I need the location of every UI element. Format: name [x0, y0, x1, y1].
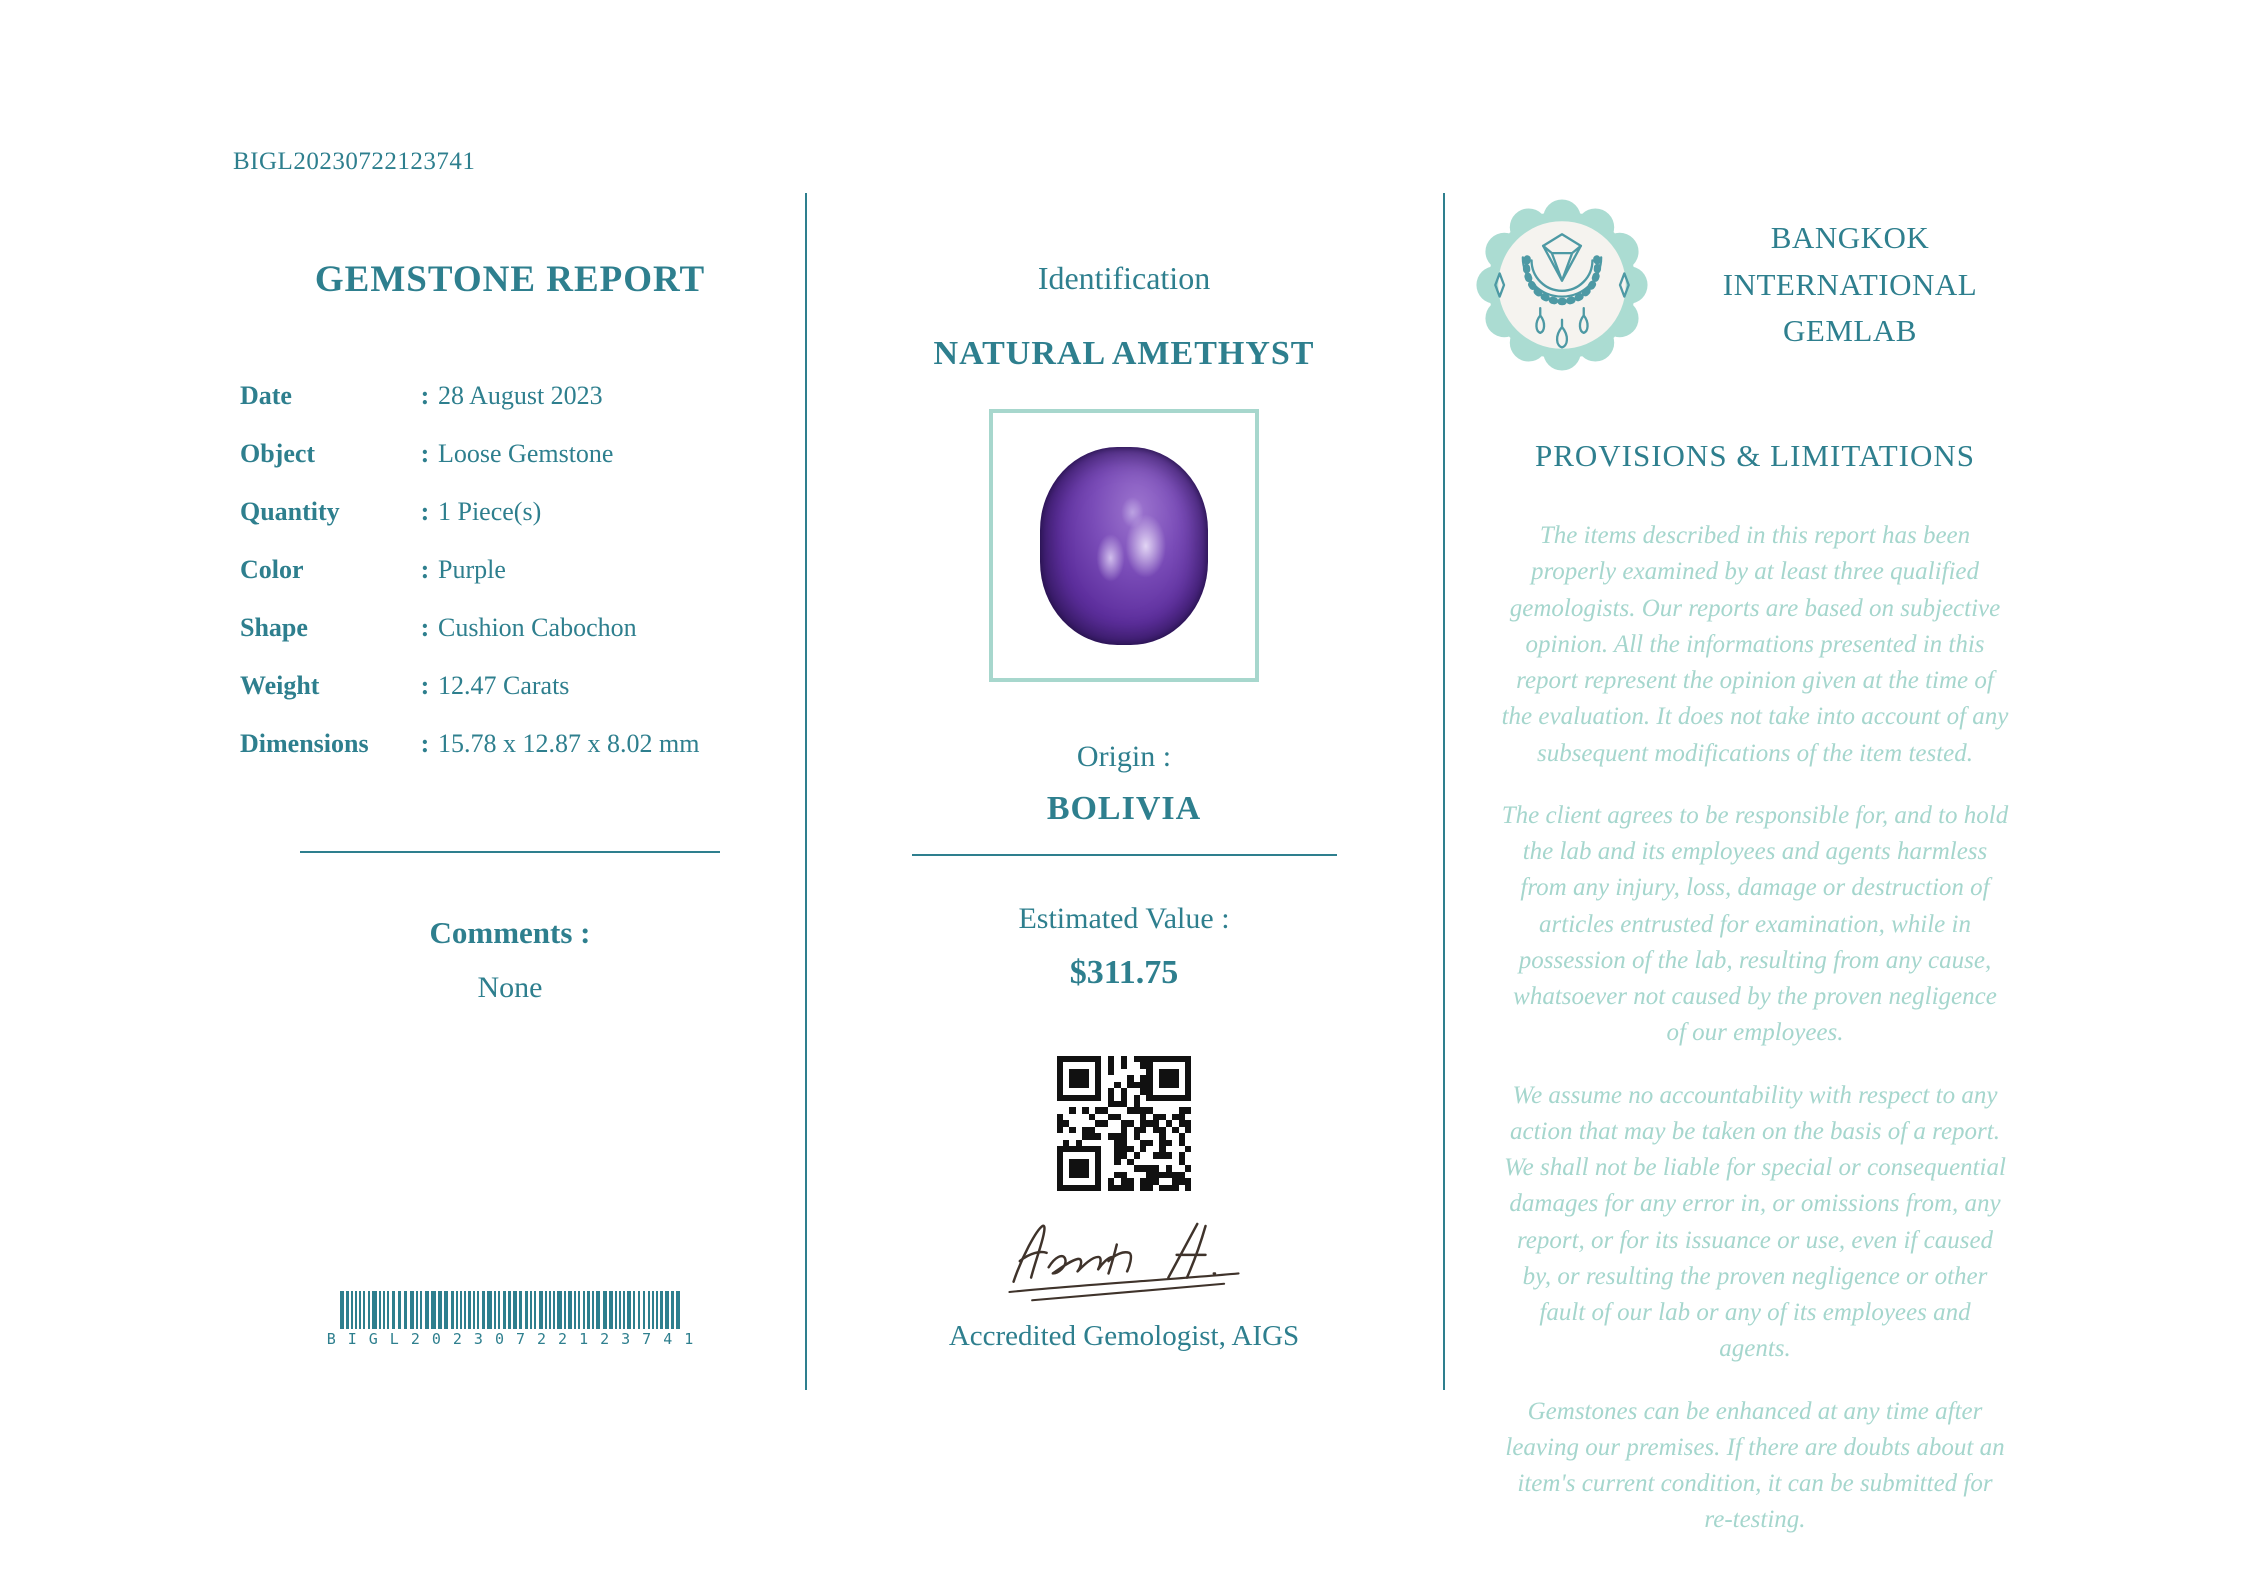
barcode-text: BIGL20230722123741 — [326, 1330, 706, 1348]
lab-name-line: BANGKOK — [1770, 220, 1930, 256]
provisions-paragraph: We assume no accountability with respect to any action that may be taken on the basis of a report. We shall not be liable for special or consequential damages for any error in, or omissions from, any report, or for its issuance or use, even if caused by, or resulting the proven negligence or other fault of our lab or any of its employees and agents. — [1504, 1081, 2006, 1363]
gem-photo-frame — [989, 409, 1259, 682]
field-colon: : — [420, 381, 430, 410]
field-colon: : — [420, 729, 430, 758]
provisions-paragraph: Gemstones can be enhanced at any time after leaving our premises. If there are doubts about an item's current condition, it can be submitted for re-testing. — [1505, 1397, 2005, 1534]
report-column — [233, 148, 780, 1005]
field-value: 1 Piece(s) — [438, 497, 542, 526]
provisions-paragraph: The client agrees to be responsible for, and to hold the lab and its employees and agents harmless from any injury, loss, damage or destruction of articles entrusted for examination, while in possession of the lab, resulting from any cause, whatsoever not caused by the proven negligence of our employees. — [1501, 801, 2009, 1047]
report-number: BIGL20230722123741 — [233, 148, 476, 175]
section-divider — [912, 854, 1337, 856]
lab-name-line: INTERNATIONAL — [1722, 266, 1978, 302]
provisions-paragraph: The items described in this report has been properly examined by at least three qualified gemologists. Our reports are based on subjective opinion. All the informations presented in this report represent the opinion given at the time of the evaluation. It does not take into account of any subsequent modifications of the item tested. — [1501, 522, 2009, 767]
section-divider — [300, 851, 720, 853]
field-colon: : — [420, 671, 430, 700]
origin-value: BOLIVIA — [1046, 790, 1202, 827]
gemologist-title: Accredited Gemologist, AIGS — [948, 1320, 1300, 1352]
table-row — [240, 657, 780, 715]
lab-badge-icon — [1475, 198, 1649, 372]
comments-label: Comments : — [429, 915, 591, 950]
field-label: Dimensions — [240, 729, 369, 758]
field-value: Purple — [438, 555, 506, 584]
field-colon: : — [420, 497, 430, 526]
details-table — [240, 367, 780, 773]
table-row — [240, 599, 780, 657]
field-value: 15.78 x 12.87 x 8.02 mm — [438, 729, 700, 758]
identification-result: NATURAL AMETHYST — [933, 335, 1315, 372]
field-label: Date — [240, 381, 292, 410]
table-row — [240, 541, 780, 599]
field-label: Color — [240, 555, 304, 584]
field-colon: : — [420, 555, 430, 584]
qr-code-icon — [1057, 1056, 1192, 1191]
field-label: Shape — [240, 613, 308, 642]
lab-name-line: GEMLAB — [1783, 313, 1917, 349]
field-value: Loose Gemstone — [438, 439, 614, 468]
field-value: 12.47 Carats — [438, 671, 570, 700]
barcode-icon — [240, 1291, 780, 1329]
lab-name — [1665, 215, 2035, 355]
identification-column — [874, 0, 1374, 1353]
lab-column — [1475, 198, 2035, 1565]
estimated-value: $311.75 — [1069, 954, 1179, 991]
report-title: GEMSTONE REPORT — [314, 259, 706, 300]
column-divider-right — [1443, 193, 1445, 1390]
column-divider-left — [805, 193, 807, 1390]
field-colon: : — [420, 439, 430, 468]
field-label: Quantity — [240, 497, 340, 526]
origin-label: Origin : — [1076, 740, 1172, 773]
gem-photo — [1040, 447, 1208, 645]
lab-header — [1475, 198, 2035, 372]
field-value: 28 August 2023 — [438, 381, 603, 410]
estimated-value-label: Estimated Value : — [1018, 902, 1230, 935]
field-colon: : — [420, 613, 430, 642]
barcode — [240, 1291, 780, 1348]
table-row — [240, 425, 780, 483]
comments-value: None — [477, 971, 543, 1004]
table-row — [240, 715, 780, 773]
field-value: Cushion Cabochon — [438, 613, 637, 642]
field-label: Object — [240, 439, 316, 468]
field-label: Weight — [240, 671, 320, 700]
provisions-paragraphs — [1475, 518, 2035, 1539]
signature-icon — [995, 1207, 1253, 1311]
provisions-heading: PROVISIONS & LIMITATIONS — [1534, 438, 1976, 473]
table-row — [240, 483, 780, 541]
identification-heading: Identification — [1037, 260, 1211, 296]
table-row — [240, 367, 780, 425]
